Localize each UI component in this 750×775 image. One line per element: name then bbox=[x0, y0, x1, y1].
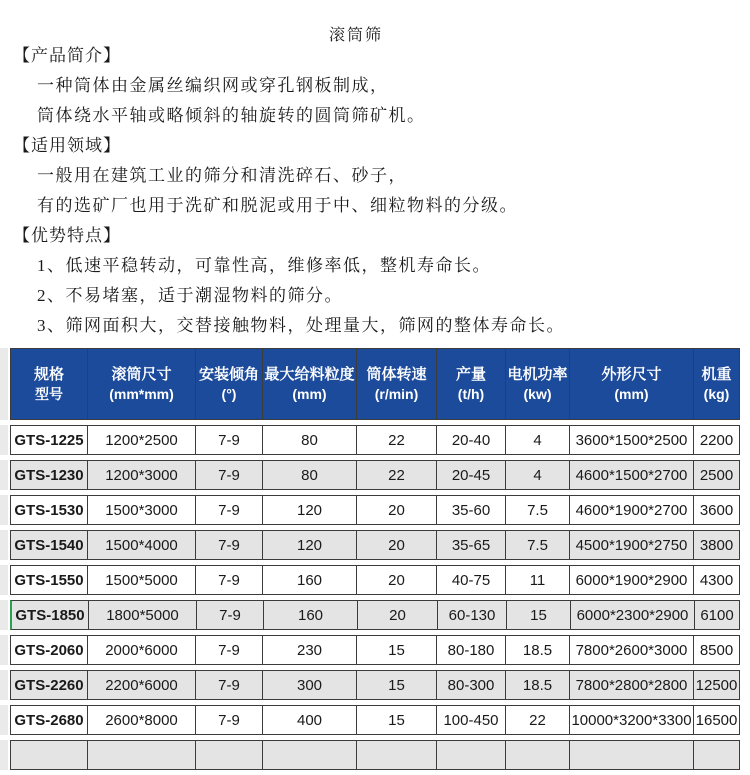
spec-table bbox=[0, 348, 750, 775]
cell-model: GTS-2260 bbox=[11, 671, 88, 699]
col-header-motor-power bbox=[506, 349, 570, 419]
cell-weight: 2200 bbox=[699, 431, 734, 449]
cell-overall-dims: 6000*1900*2900 bbox=[570, 566, 694, 594]
cell-max-feed-size: 400 bbox=[263, 706, 357, 734]
col-header-text: 机重 bbox=[701, 366, 732, 384]
col-header-unit: (mm) bbox=[614, 385, 649, 402]
cell-capacity: 100-450 bbox=[437, 706, 506, 734]
table-gutter bbox=[0, 460, 8, 490]
col-header-unit: (°) bbox=[221, 385, 237, 402]
advantages-item: 1、低速平稳转动，可靠性高，维修率低，整机寿命长。 bbox=[37, 256, 491, 275]
section-heading-applications: 【适用领域】 bbox=[13, 136, 121, 155]
table-gutter bbox=[0, 495, 8, 525]
cell-capacity: 20-40 bbox=[437, 426, 506, 454]
cell-install-angle: 7-9 bbox=[196, 706, 263, 734]
document-body bbox=[0, 46, 750, 335]
table-gutter bbox=[0, 600, 8, 630]
col-header-text: 外形尺寸 bbox=[601, 366, 662, 384]
cell-weight: 12500 bbox=[695, 676, 738, 694]
cell-motor-power: 22 bbox=[506, 706, 570, 734]
cell-drum-size: 1200*3000 bbox=[88, 461, 196, 489]
table-row bbox=[0, 530, 750, 560]
col-header-unit: (t/h) bbox=[457, 385, 485, 402]
col-header-unit: (r/min) bbox=[374, 385, 419, 402]
cell-drum-size: 2600*8000 bbox=[88, 706, 196, 734]
col-header-unit: 型号 bbox=[35, 385, 63, 402]
col-header-drum-speed bbox=[357, 349, 437, 419]
cell-drum-size: 2000*6000 bbox=[88, 636, 196, 664]
table-row bbox=[0, 670, 750, 700]
advantages-item: 3、筛网面积大，交替接触物料，处理量大，筛网的整体寿命长。 bbox=[37, 316, 565, 335]
table-gutter bbox=[0, 670, 8, 700]
cell-overall-dims: 4600*1500*2700 bbox=[570, 461, 694, 489]
cell-install-angle: 7-9 bbox=[196, 636, 263, 664]
cell-drum-size: 1500*4000 bbox=[88, 531, 196, 559]
table-gutter bbox=[0, 705, 8, 735]
cell-drum-size: 1500*5000 bbox=[88, 566, 196, 594]
cell-drum-speed: 20 bbox=[357, 531, 437, 559]
cell-motor-power: 18.5 bbox=[506, 636, 570, 664]
cell-capacity: 60-130 bbox=[438, 601, 507, 629]
cell-drum-speed: 20 bbox=[358, 601, 438, 629]
cell-model: GTS-2680 bbox=[11, 706, 88, 734]
cell-capacity: 40-75 bbox=[437, 566, 506, 594]
cell-drum-speed: 15 bbox=[357, 636, 437, 664]
cell-install-angle: 7-9 bbox=[197, 601, 264, 629]
cell-drum-speed: 22 bbox=[357, 461, 437, 489]
cell-drum-speed: 20 bbox=[357, 566, 437, 594]
intro-line: 一种筒体由金属丝编织网或穿孔钢板制成， bbox=[37, 76, 389, 95]
table-gutter bbox=[0, 348, 8, 420]
col-header-text: 滚筒尺寸 bbox=[111, 366, 172, 384]
col-header-unit: (kg) bbox=[703, 385, 730, 402]
cell-install-angle: 7-9 bbox=[196, 461, 263, 489]
advantages-item: 2、不易堵塞，适于潮湿物料的筛分。 bbox=[37, 286, 343, 305]
cell-motor-power: 7.5 bbox=[506, 531, 570, 559]
cell-max-feed-size: 120 bbox=[263, 531, 357, 559]
cell-capacity bbox=[437, 741, 506, 769]
cell-overall-dims bbox=[570, 741, 694, 769]
cell-overall-dims: 7800*2800*2800 bbox=[570, 671, 694, 699]
cell-drum-speed: 15 bbox=[357, 706, 437, 734]
cell-overall-dims: 4500*1900*2750 bbox=[570, 531, 694, 559]
intro-line: 筒体绕水平轴或略倾斜的轴旋转的圆筒筛矿机。 bbox=[37, 106, 426, 125]
table-row bbox=[0, 635, 750, 665]
cell-weight: 8500 bbox=[699, 641, 734, 659]
cell-motor-power bbox=[506, 741, 570, 769]
table-row bbox=[0, 460, 750, 490]
cell-max-feed-size: 120 bbox=[263, 496, 357, 524]
cell-max-feed-size: 80 bbox=[263, 426, 357, 454]
cell-max-feed-size: 300 bbox=[263, 671, 357, 699]
col-header-max-feed-size bbox=[263, 349, 357, 419]
cell-weight: 2500 bbox=[699, 466, 734, 484]
col-header-model bbox=[11, 349, 88, 419]
cell-drum-speed: 20 bbox=[357, 496, 437, 524]
table-gutter bbox=[0, 565, 8, 595]
cell-motor-power: 4 bbox=[506, 461, 570, 489]
cell-max-feed-size: 230 bbox=[263, 636, 357, 664]
cell-motor-power: 7.5 bbox=[506, 496, 570, 524]
cell-install-angle: 7-9 bbox=[196, 566, 263, 594]
table-gutter bbox=[0, 425, 8, 455]
cell-model: GTS-1540 bbox=[11, 531, 88, 559]
cell-overall-dims: 6000*2300*2900 bbox=[571, 601, 695, 629]
cell-drum-size bbox=[88, 741, 196, 769]
cell-drum-speed: 15 bbox=[357, 671, 437, 699]
table-row bbox=[0, 565, 750, 595]
cell-install-angle: 7-9 bbox=[196, 496, 263, 524]
cell-install-angle: 7-9 bbox=[196, 531, 263, 559]
cell-drum-speed bbox=[357, 741, 437, 769]
col-header-install-angle bbox=[196, 349, 263, 419]
table-gutter bbox=[0, 635, 8, 665]
cell-drum-speed: 22 bbox=[357, 426, 437, 454]
table-row bbox=[0, 425, 750, 455]
cell-model bbox=[11, 741, 88, 769]
col-header-text: 电机功率 bbox=[507, 366, 568, 384]
cell-max-feed-size: 160 bbox=[263, 566, 357, 594]
table-header-row bbox=[0, 348, 750, 420]
cell-capacity: 20-45 bbox=[437, 461, 506, 489]
cell-model: GTS-2060 bbox=[11, 636, 88, 664]
cell-capacity: 35-65 bbox=[437, 531, 506, 559]
col-header-text: 产量 bbox=[455, 366, 486, 384]
table-row bbox=[0, 495, 750, 525]
col-header-weight bbox=[694, 349, 739, 419]
table-row bbox=[0, 705, 750, 735]
table-row-clipped bbox=[0, 740, 750, 770]
section-heading-advantages: 【优势特点】 bbox=[13, 226, 121, 245]
cell-install-angle: 7-9 bbox=[196, 671, 263, 699]
col-header-unit: (mm*mm) bbox=[109, 385, 174, 402]
col-header-unit: (kw) bbox=[523, 385, 552, 402]
cell-weight: 6100 bbox=[700, 606, 734, 624]
cell-drum-size: 2200*6000 bbox=[88, 671, 196, 699]
cell-motor-power: 15 bbox=[507, 601, 571, 629]
cell-capacity: 80-300 bbox=[437, 671, 506, 699]
cell-model: GTS-1230 bbox=[11, 461, 88, 489]
section-heading-intro: 【产品简介】 bbox=[13, 46, 121, 65]
cell-capacity: 80-180 bbox=[437, 636, 506, 664]
cell-overall-dims: 10000*3200*3300 bbox=[570, 706, 694, 734]
cell-install-angle bbox=[196, 741, 263, 769]
col-header-text: 安装倾角 bbox=[198, 366, 259, 384]
cell-drum-size: 1800*5000 bbox=[89, 601, 197, 629]
applications-line: 有的选矿厂也用于洗矿和脱泥或用于中、细粒物料的分级。 bbox=[37, 196, 518, 215]
cell-weight: 3800 bbox=[699, 536, 734, 554]
cell-drum-size: 1200*2500 bbox=[88, 426, 196, 454]
col-header-text: 筒体转速 bbox=[366, 366, 427, 384]
cell-model: GTS-1850 bbox=[12, 601, 89, 629]
cell-capacity: 35-60 bbox=[437, 496, 506, 524]
col-header-text: 规格 bbox=[33, 366, 64, 384]
cell-max-feed-size: 80 bbox=[263, 461, 357, 489]
cell-model: GTS-1530 bbox=[11, 496, 88, 524]
cell-overall-dims: 7800*2600*3000 bbox=[570, 636, 694, 664]
cell-model: GTS-1550 bbox=[11, 566, 88, 594]
cell-weight bbox=[694, 741, 739, 769]
cell-overall-dims: 4600*1900*2700 bbox=[570, 496, 694, 524]
table-row-selected bbox=[0, 600, 750, 630]
col-header-overall-dims bbox=[570, 349, 694, 419]
cell-max-feed-size: 160 bbox=[264, 601, 358, 629]
cell-motor-power: 4 bbox=[506, 426, 570, 454]
table-gutter bbox=[0, 530, 8, 560]
cell-motor-power: 18.5 bbox=[506, 671, 570, 699]
page-title: 滚筒筛 bbox=[328, 27, 383, 44]
cell-motor-power: 11 bbox=[506, 566, 570, 594]
col-header-unit: (mm) bbox=[292, 385, 327, 402]
col-header-text: 最大给料粒度 bbox=[264, 366, 355, 384]
table-gutter bbox=[0, 740, 8, 770]
cell-install-angle: 7-9 bbox=[196, 426, 263, 454]
cell-drum-size: 1500*3000 bbox=[88, 496, 196, 524]
cell-weight: 16500 bbox=[695, 711, 738, 729]
col-header-drum-size bbox=[88, 349, 196, 419]
cell-max-feed-size bbox=[263, 741, 357, 769]
col-header-capacity bbox=[437, 349, 506, 419]
cell-weight: 4300 bbox=[699, 571, 734, 589]
cell-weight: 3600 bbox=[699, 501, 734, 519]
cell-overall-dims: 3600*1500*2500 bbox=[570, 426, 694, 454]
applications-line: 一般用在建筑工业的筛分和清洗碎石、砂子， bbox=[37, 166, 407, 185]
cell-model: GTS-1225 bbox=[11, 426, 88, 454]
